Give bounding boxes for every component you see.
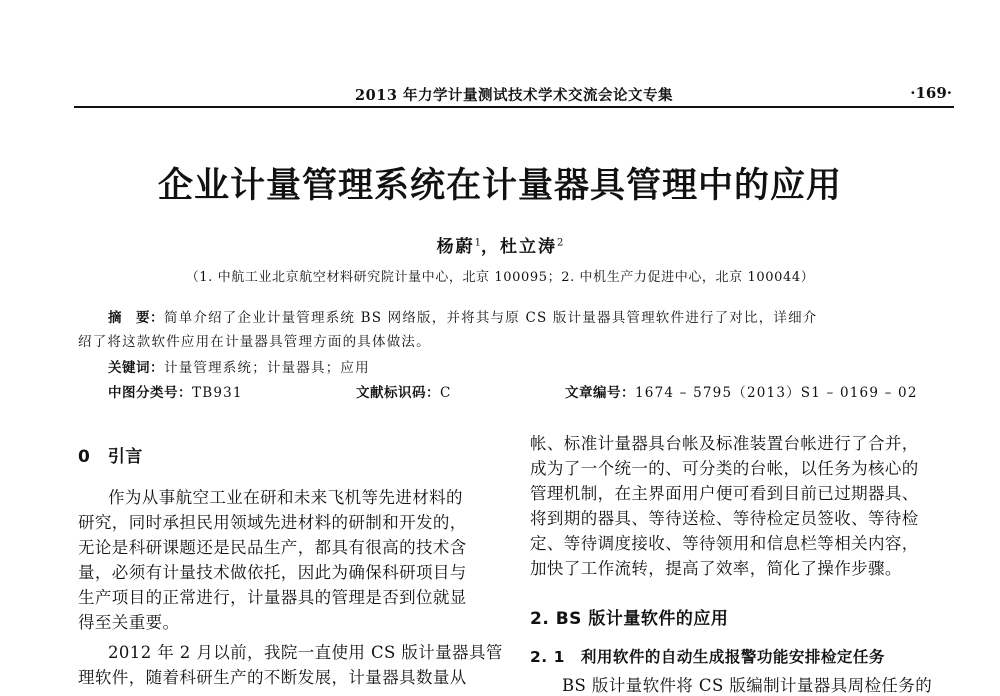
- author-1: 杨蔚: [436, 237, 475, 257]
- author-line: [0, 232, 1000, 257]
- journal-title: 2013 年力学计量测试技术学术交流会论文专集: [355, 87, 673, 104]
- section-0-heading: 0 引言: [78, 447, 143, 467]
- left-para1-line-5: 生产项目的正常进行，计量器具的管理是否到位就显: [78, 588, 467, 607]
- right-para2-line-1: BS 版计量软件将 CS 版编制计量器具周检任务的: [562, 676, 933, 695]
- article-no-label: 文章编号：: [565, 385, 635, 401]
- author-separator: ，: [481, 237, 500, 257]
- keywords-label: 关键词：: [108, 360, 164, 376]
- running-header: [74, 82, 954, 108]
- abstract-line-1: [108, 306, 818, 326]
- right-para-line-1: 帐、标准计量器具台帐及标准装置台帐进行了合并，: [530, 434, 919, 453]
- section-2-heading: 2. BS 版计量软件的应用: [530, 609, 729, 629]
- document-code: [356, 381, 452, 401]
- right-para-line-3: 管理机制，在主界面用户便可看到目前已过期器具、: [530, 484, 919, 503]
- clc-number: [108, 381, 243, 401]
- right-para-line-2: 成为了一个统一的、可分类的台帐，以任务为核心的: [530, 459, 919, 478]
- left-para2-line-2: 理软件，随着科研生产的不断发展，计量器具数量从: [78, 668, 467, 687]
- left-para1-line-2: 研究，同时承担民用领域先进材料的研制和开发的，: [78, 513, 467, 532]
- left-para1-line-6: 得至关重要。: [78, 613, 180, 632]
- right-para-line-6: 加快了工作流转，提高了效率，简化了操作步骤。: [530, 559, 902, 578]
- page-number: ·169·: [910, 84, 952, 102]
- abstract-text-1: 简单介绍了企业计量管理系统 BS 网络版，并将其与原 CS 版计量器具管理软件进行了对比，详细介: [164, 310, 818, 326]
- abstract-label: 摘 要：: [108, 310, 164, 326]
- author-1-affiliation-mark: 1: [474, 237, 481, 249]
- keywords: [108, 356, 370, 376]
- abstract-line-2: 绍了将这款软件应用在计量器具管理方面的具体做法。: [78, 334, 431, 350]
- clc-label: 中图分类号：: [108, 385, 192, 401]
- section-2-1-heading: 2. 1 利用软件的自动生成报警功能安排检定任务: [530, 648, 885, 666]
- left-para1-line-4: 量，必须有计量技术做依托，因此为确保科研项目与: [78, 563, 467, 582]
- left-para2-line-1: 2012 年 2 月以前，我院一直使用 CS 版计量器具管: [108, 643, 503, 662]
- paper-title: 企业计量管理系统在计量器具管理中的应用: [157, 166, 842, 206]
- right-para-line-4: 将到期的器具、等待送检、等待检定员签收、等待检: [530, 509, 919, 528]
- author-2: 杜立涛: [500, 237, 557, 257]
- article-number: [565, 381, 918, 401]
- keywords-text: 计量管理系统；计量器具；应用: [164, 360, 370, 376]
- header-rule: [74, 106, 954, 108]
- right-para-line-5: 定、等待调度接收、等待领用和信息栏等相关内容，: [530, 534, 919, 553]
- doc-code-label: 文献标识码：: [356, 385, 440, 401]
- doc-code-value: C: [440, 385, 452, 401]
- article-no-value: 1674 – 5795（2013）S1 – 0169 – 02: [635, 385, 918, 401]
- clc-value: TB931: [192, 385, 243, 401]
- affiliations: （1. 中航工业北京航空材料研究院计量中心，北京 100095；2. 中机生产力促进中心，北京 100044）: [185, 270, 815, 285]
- left-para1-line-1: 作为从事航空工业在研和未来飞机等先进材料的: [108, 488, 463, 507]
- left-para1-line-3: 无论是科研课题还是民品生产，都具有很高的技术含: [78, 538, 467, 557]
- author-2-affiliation-mark: 2: [557, 237, 564, 249]
